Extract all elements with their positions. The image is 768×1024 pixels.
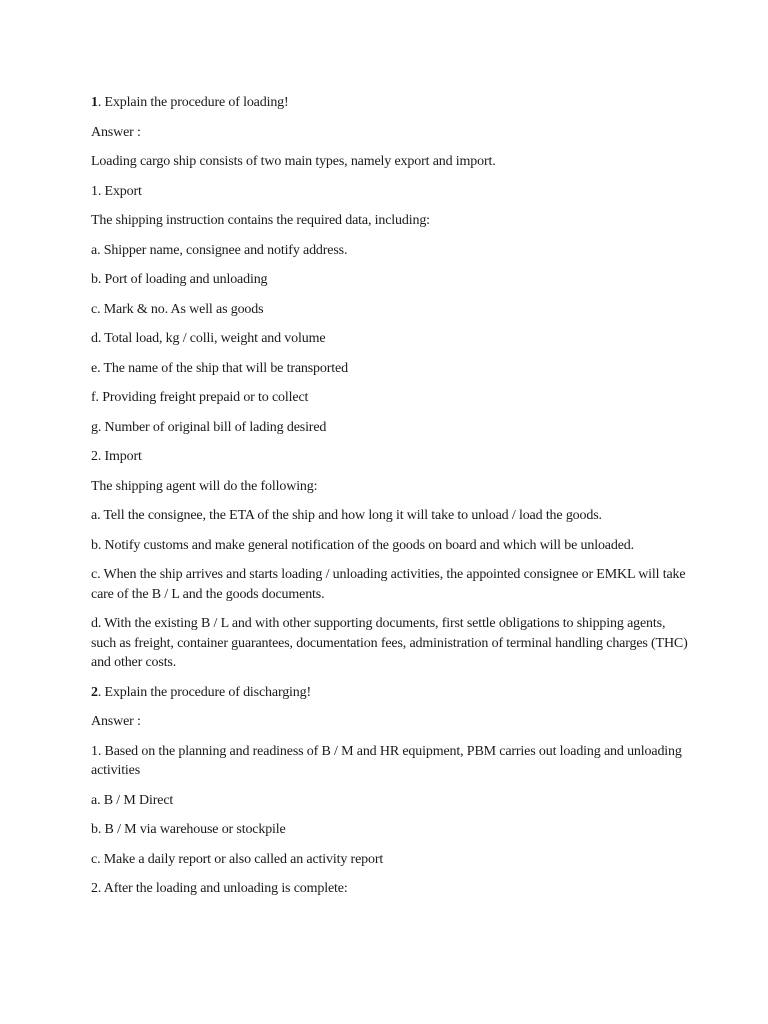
import-item-b: b. Notify customs and make general notification of the goods on board and which will be unloaded. (91, 537, 634, 553)
question-1-heading (91, 93, 691, 113)
answer-1-intro: Loading cargo ship consists of two main types, namely export and import. (91, 154, 496, 169)
question-1-text: . Explain the procedure of loading! (97, 95, 289, 110)
export-intro: The shipping instruction contains the required data, including: (91, 213, 430, 228)
import-heading: 2. Import (91, 449, 142, 464)
question-2-text: . Explain the procedure of discharging! (97, 684, 312, 700)
import-item-a: a. Tell the consignee, the ETA of the ship and how long it will take to unload / load the goods. (91, 508, 602, 523)
import-intro: The shipping agent will do the following: (91, 478, 318, 494)
answer-2-label: Answer : (91, 714, 141, 729)
import-item-c: c. When the ship arrives and starts loading / unloading activities, the appointed consignee or EMKL will take care of the B / L and the goods documents. (91, 567, 686, 602)
answer-1-label: Answer : (91, 124, 141, 140)
document-page (91, 93, 691, 909)
export-item-d: d. Total load, kg / colli, weight and volume (91, 331, 326, 346)
export-item-f: f. Providing freight prepaid or to collect (91, 390, 309, 405)
discharge-item-a: a. B / M Direct (91, 792, 174, 808)
question-1-number: 1 (91, 95, 98, 110)
discharge-item-b: b. B / M via warehouse or stockpile (91, 822, 286, 837)
question-2-number: 2 (91, 684, 98, 700)
export-item-b: b. Port of loading and unloading (91, 272, 268, 287)
discharge-step-2: 2. After the loading and unloading is complete: (91, 881, 348, 896)
discharge-step-1: 1. Based on the planning and readiness of B / M and HR equipment, PBM carries out loading and unloading activities (91, 743, 682, 778)
export-item-a: a. Shipper name, consignee and notify address. (91, 242, 348, 258)
export-item-c: c. Mark & no. As well as goods (91, 301, 264, 317)
question-2-heading (91, 683, 691, 703)
export-item-g: g. Number of original bill of lading desired (91, 419, 327, 435)
export-heading: 1. Export (91, 183, 142, 199)
import-item-d: d. With the existing B / L and with other supporting documents, first settle obligations to shipping agents, such as freight, container guarantees, documentation fees, administration of terminal handling charges (THC) and other costs. (91, 616, 688, 670)
discharge-item-c: c. Make a daily report or also called an activity report (91, 851, 384, 867)
export-item-e: e. The name of the ship that will be transported (91, 360, 348, 376)
